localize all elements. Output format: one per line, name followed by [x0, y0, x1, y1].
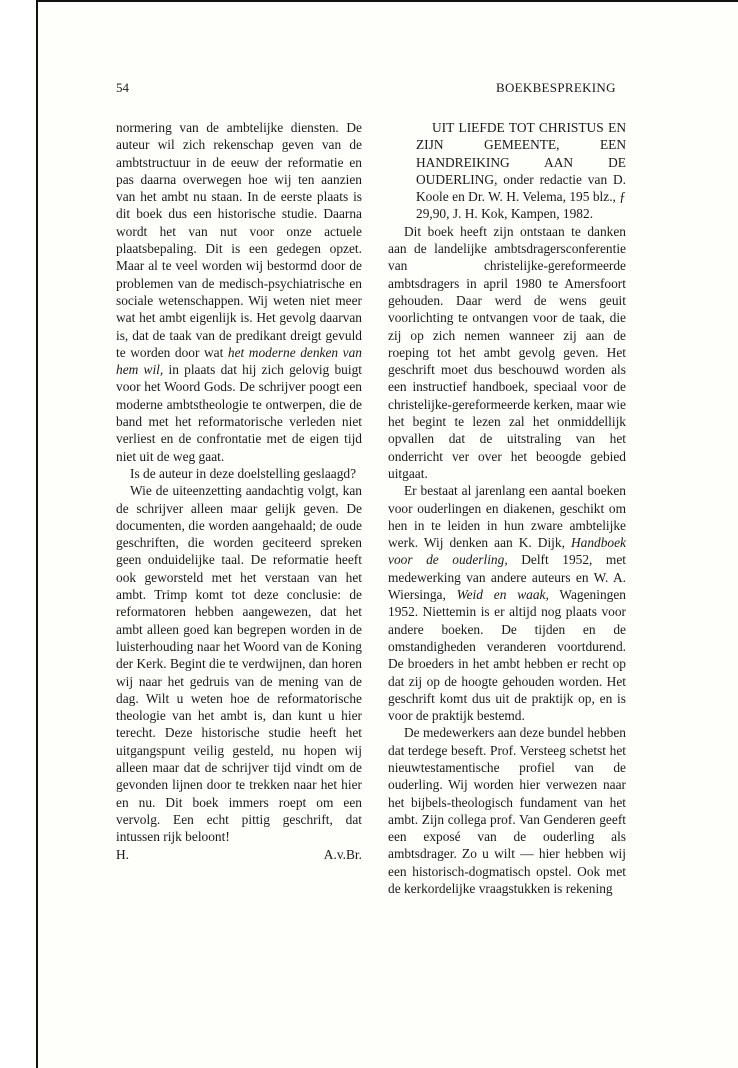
right-p2-italic-2: Weid en waak,: [456, 587, 549, 603]
signature-left: H.: [116, 847, 130, 863]
right-column: [388, 119, 626, 897]
right-p2-italic-1: Handboek voor de ouderling,: [388, 535, 626, 568]
right-p2-text-b: Delft 1952, met medewerking van andere auteurs en W. A. Wiersinga,: [388, 552, 626, 603]
left-p1-text-b: in plaats dat hij zich gelovig buigt voor het Woord Gods. De schrijver poogt een moderne ambtstheologie te ontwerpen, die de band met het reformatorische verleden niet verliest en de confrontatie met de eigen tijd niet uit de weg gaat.: [116, 362, 362, 464]
right-p2-text-a: Er bestaat al jarenlang een aantal boeken voor ouderlingen en diakenen, geschikt om hen in te leiden in hun zware ambtelijke werk. Wij denken aan K. Dijk,: [388, 483, 626, 551]
right-paragraph-1: Dit boek heeft zijn ontstaan te danken aan de landelijke ambtsdragersconferentie van christelijke-gereformeerde ambtsdragers in april 1980 te Amersfoort gehouden. Daar werd de wens geuit voorlichting te ontvangen voor de taak, die zij op zich nemen wanneer zij aan de roeping tot het ambt gevolg geven. Het geschrift moet dus beschouwd worden als een instructief handboek, speciaal voor de christelijke-gereformeerde kerken, maar wie het begint te lezen zal het onmiddellijk opvallen dat de uitstraling van het onderricht ver over het beoogde gebied uitgaat.: [388, 223, 626, 481]
right-p2-text-c: Wageningen 1952. Niettemin is er altijd nog plaats voor andere boeken. De tijden en de omstandigheden veranderen voortdurend. De broeders in het ambt hebben er recht op dat zij op de hoogte gehouden worden. Het geschrift komt dus uit de praktijk op, en is voor de praktijk bestemd.: [388, 587, 626, 724]
signature-right: A.v.Br.: [323, 847, 362, 863]
review-signature: [116, 846, 362, 863]
right-paragraph-3: De medewerkers aan deze bundel hebben dat terdege beseft. Prof. Versteeg schetst het nieuwtestamentische profiel van de ouderling. Wij worden hier verwezen naar het bijbels-theologisch fundament van het ambt. Zijn collega prof. Van Genderen geeft een exposé van de ouderling als ambtsdrager. Zo u wilt — hier hebben wij een historisch-dogmatisch opstel. Ook met de kerkordelijke vraagstukken is rekening: [388, 725, 626, 897]
left-paragraph-1: [116, 119, 362, 465]
bibliographic-entry: UIT LIEFDE TOT CHRISTUS EN ZIJN GEMEENTE, EEN HANDREIKING AAN DE OUDERLING, onder redactie van D. Koole en Dr. W. H. Velema, 195 blz., ƒ 29,90, J. H. Kok, Kampen, 1982.: [416, 120, 626, 222]
right-paragraph-2: [388, 482, 626, 724]
left-p1-italic: het moderne denken van hem wil,: [116, 344, 362, 378]
left-column: [116, 119, 362, 864]
left-paragraph-2: Is de auteur in deze doelstelling geslaagd?: [130, 465, 357, 481]
running-head: BOEKBESPREKING: [496, 80, 616, 95]
left-p1-text-a: normering van de ambtelijke diensten. De auteur wil zich rekenschap geven van de ambtstructuur in de eeuw der reformatie en pas daarna overwegen hoe wij ten aanzien van het ambt nu staan. In de eerste plaats is dit boek dus een historische studie. Daarna wordt het van nut voor onze actuele plaatsbepaling. Dit is een gedegen opzet. Maar al te veel worden wij bestormd door de problemen van de medisch-psychiatrische en sociale wetenschappen. Wij weten niet meer wat het ambt eigenlijk is. Het gevolg daarvan is, dat de taak van de predikant dreigt gevuld te worden door wat: [116, 120, 362, 360]
left-paragraph-3: Wie de uiteenzetting aandachtig volgt, kan de schrijver alleen maar gelijk geven. De documenten, die worden aangehaald; de oude geschriften, die worden geciteerd spreken geen onduidelijke taal. De reformatie heeft ook geworsteld met het verstaan van het ambt. Trimp komt tot deze conclusie: de reformatoren hebben aangewezen, dat het ambt alleen goed kan begrepen worden in de luisterhouding naar het Woord van de Koning der Kerk. Begint die te verdwijnen, dan horen wij naar het gedruis van de mening van de dag. Wilt u weten hoe de reformatorische theologie van het ambt is, dan kunt u hier terecht. Deze historische studie heeft het uitgangspunt veilig gesteld, nu hopen wij alleen maar dat de schrijver tijd vindt om de gevonden lijnen door te trekken naar het hier en nu. Dit boek immers roept om een vervolg. Een echt pittig geschrift, dat intussen rijk beloont!: [116, 483, 362, 845]
page-number: 54: [116, 80, 129, 95]
